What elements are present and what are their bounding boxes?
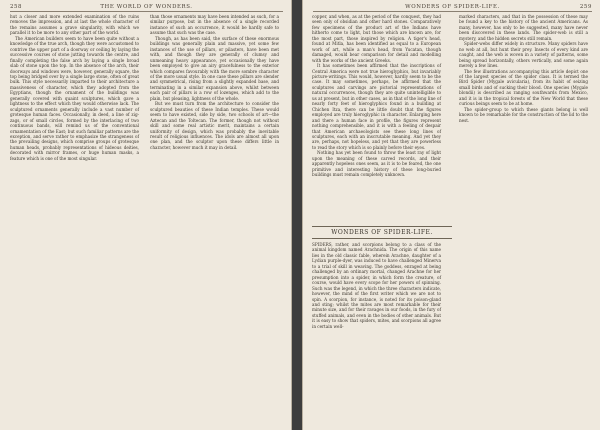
chapter-rule-bottom — [312, 238, 452, 239]
paragraph: The American builders seem to have been quite without a knowledge of the true arch, though they were accustomed to contrive the upper part of a doorway or ceiling by laying the successive courses of stone jutting towards the centre, and finally completing the false arch by laying a single broad slab of stone upon the top. In the absence of the arch, their doorways and windows were, however, generally square, the top being bridged over by a single large stone, often of great bulk. This style necessarily imparted to their architecture a massiveness of character, which they adopted from the Egyptians, though the ornament of the buildings was generally covered with quaint sculptures, which gave a lightness to the effect which they would otherwise lack. The sculptured ornaments generally include a vast number of grotesque human faces. Occasionally, in deed, a line of zig-zags, or of small circles, formed by the interlacing of two continuous bands, will remind us of the conventional ornamentation of the East; but such familiar patterns are the exception, and serve rather to emphasize the strangeness of the prevailing designs, which comprise groups of grotesque human heads, probably representations of hideous deities, decorated with mirror frames, or huge human masks, a feature which is one of the most singular. — [10, 35, 139, 161]
paragraph: than those ornaments may have been intended as such, for a similar purpose, but in the absence of a single recorded instance of such an occurrence, it would be hardly safe to assume that such was the case. — [150, 14, 279, 36]
header-rule — [313, 11, 592, 12]
paragraph: But we must turn from the architecture to consider the sculptured beauties of these Indian temples. These would seem to have existed, side by side, two schools of art—the Aztecan and the Toltecan. The former, though not without skill and some real artistic merit, maintains a certain uniformity of design, which was probably the inevitable result of religious influences. The idols are almost all upon one plan, and the sculptor upon these differs little in character, however much it may in detail. — [150, 101, 279, 150]
right-page-column-2 — [459, 14, 588, 426]
right-page — [302, 0, 600, 430]
header-rule — [10, 11, 283, 12]
book-gutter — [292, 0, 302, 430]
left-page — [0, 0, 292, 430]
chapter-rule-top — [312, 226, 452, 227]
paragraph: It has sometimes been affirmed that the inscriptions of Central America were not true hieroglyphics, but invariably picture-writings. This would, however, hardly seem to be the case. It may sometimes, perhaps, be affirmed that the sculptures and carvings are pictorial representations of natural occurrences, though they are quite unintelligible to us at present, but in other cases, as in that of the long line of nearly forty feet of hieroglyphics found in a building at Chichen Itza, there can be little doubt that the figures employed are truly hieroglyphic in character. Enlarging here and there a human face in profile, the figures represent nothing comprehensible, and it is with a feeling of despair that American archaeologists see these long lines of sculptures, each with an inscrutable meaning. And yet they are, perhaps, not hopeless, and yet that they are powerless to read the story which is so plainly before their eyes. — [312, 63, 441, 150]
chapter-column-1 — [312, 242, 441, 426]
page-number: 259 — [579, 4, 592, 10]
paragraph: The few illustrations accompanying this article depict one of the largest species of the spider class. It is termed the Bird Spider (Mygale avicularia), from its habit of seizing small birds and of sucking their blood. One species (Mygale blondii) is described as ranging southwards from Mexico, and it is in the tropical forests of the New World that these curious beings seem to be at home. — [459, 68, 588, 107]
paragraph: SPIDERS, rather, and scorpions belong to a class of the animal kingdom named Arachnida. The origin of this name lies in the old classic fable, wherein Arachne, daughter of a Lydian purple-dyer, was induced to have challenged Minerva to a trial of skill in weaving. The goddess, enraged at being challenged by an ordinary mortal, changed Arachne for her presumption into a spider, in which form the creature, of course, would have every scope for her powers of spinning. Such was the legend, in which the three characters indicate, however, the mind of the first writer which we are not to spin. A scorpion, for instance, is noted for its poison-gland and sting; whilst the mites are most remarkable for their minute size, and for their ravages in our foods, in the fury of stuffed animals, and even in the bodies of other animals. But it is easy to show that spiders, mites, and scorpions all agree in certain well- — [312, 242, 441, 329]
paragraph: Nothing has yet been found to throw the least ray of light upon the meaning of these carved records, and their apparently hopeless ones seem, as it is to be feared, the one primitive and interesting history of these long-buried buildings must remain completely unknown. — [312, 150, 441, 178]
paragraph: marked characters, and that in the possession of these may be found a key to the history of the ancient Americans. As many, however, has only to be suggested, many have never been discovered in these lands. The spider-web is still a mystery, and the hidden secrets still remain. — [459, 14, 588, 41]
chapter-heading: WONDERS OF SPIDER-LIFE. — [331, 229, 433, 236]
paragraph: copper, and when, as at the period of the conquest, they had seen only of obsidian and other hard stones. Comparatively few specimens of the product art of the Indians have hitherto come to light, but those which are known are, for the most part, those inspired by religion. A tiger's head, found at Mitla, has been identified as equal to a European work of art, while a man's head, from Yucatan, though damaged, would bear comparison for detail and modelling with the works of the ancient Greeks. — [312, 14, 441, 63]
running-title: THE WORLD OF WONDERS. — [100, 4, 193, 10]
right-page-column-1 — [312, 14, 441, 228]
paragraph: Though, as has been said, the surface of these enormous buildings was generally plain and massive, yet some few instances of the use of pillars, or pilasters, have been met with, and though they are generally of clumsy and unmeaning heavy appearance, yet occasionally they have been employed to give an airy gracefulness to the exterior which compares favourably with the more sombre character of the more usual style. In one case these pillars are slender and symmetrical, rising from a slightly expanded base, and terminating in a similar expansion above, whilst between each pair of pillars is a row of lozenges, which add to the plain, but pleasing, lightness of the whole. — [150, 35, 279, 101]
paragraph: The spider-group to which these giants belong is well known to be remarkable for the construction of the lid to the nest. — [459, 106, 588, 123]
paragraph: hut a closer and more extended examination of the ruins removes the impression, and at last the whole character of the remains assumes a grave singularity, with which we parallel it to be more to any other part of the world. — [10, 14, 139, 36]
page-number: 258 — [10, 4, 23, 10]
running-title: WONDERS OF SPIDER-LIFE. — [405, 4, 500, 10]
left-page-column-1 — [10, 14, 139, 282]
left-page-column-2 — [150, 14, 279, 282]
paragraph: Spider-webs differ widely in structure. Many spiders have no web at all, but hunt their prey. Insects of every kind are caught, and the web is woven in a variety of patterns, some being spread horizontally, others vertically, and some again merely a few lines. — [459, 41, 588, 69]
